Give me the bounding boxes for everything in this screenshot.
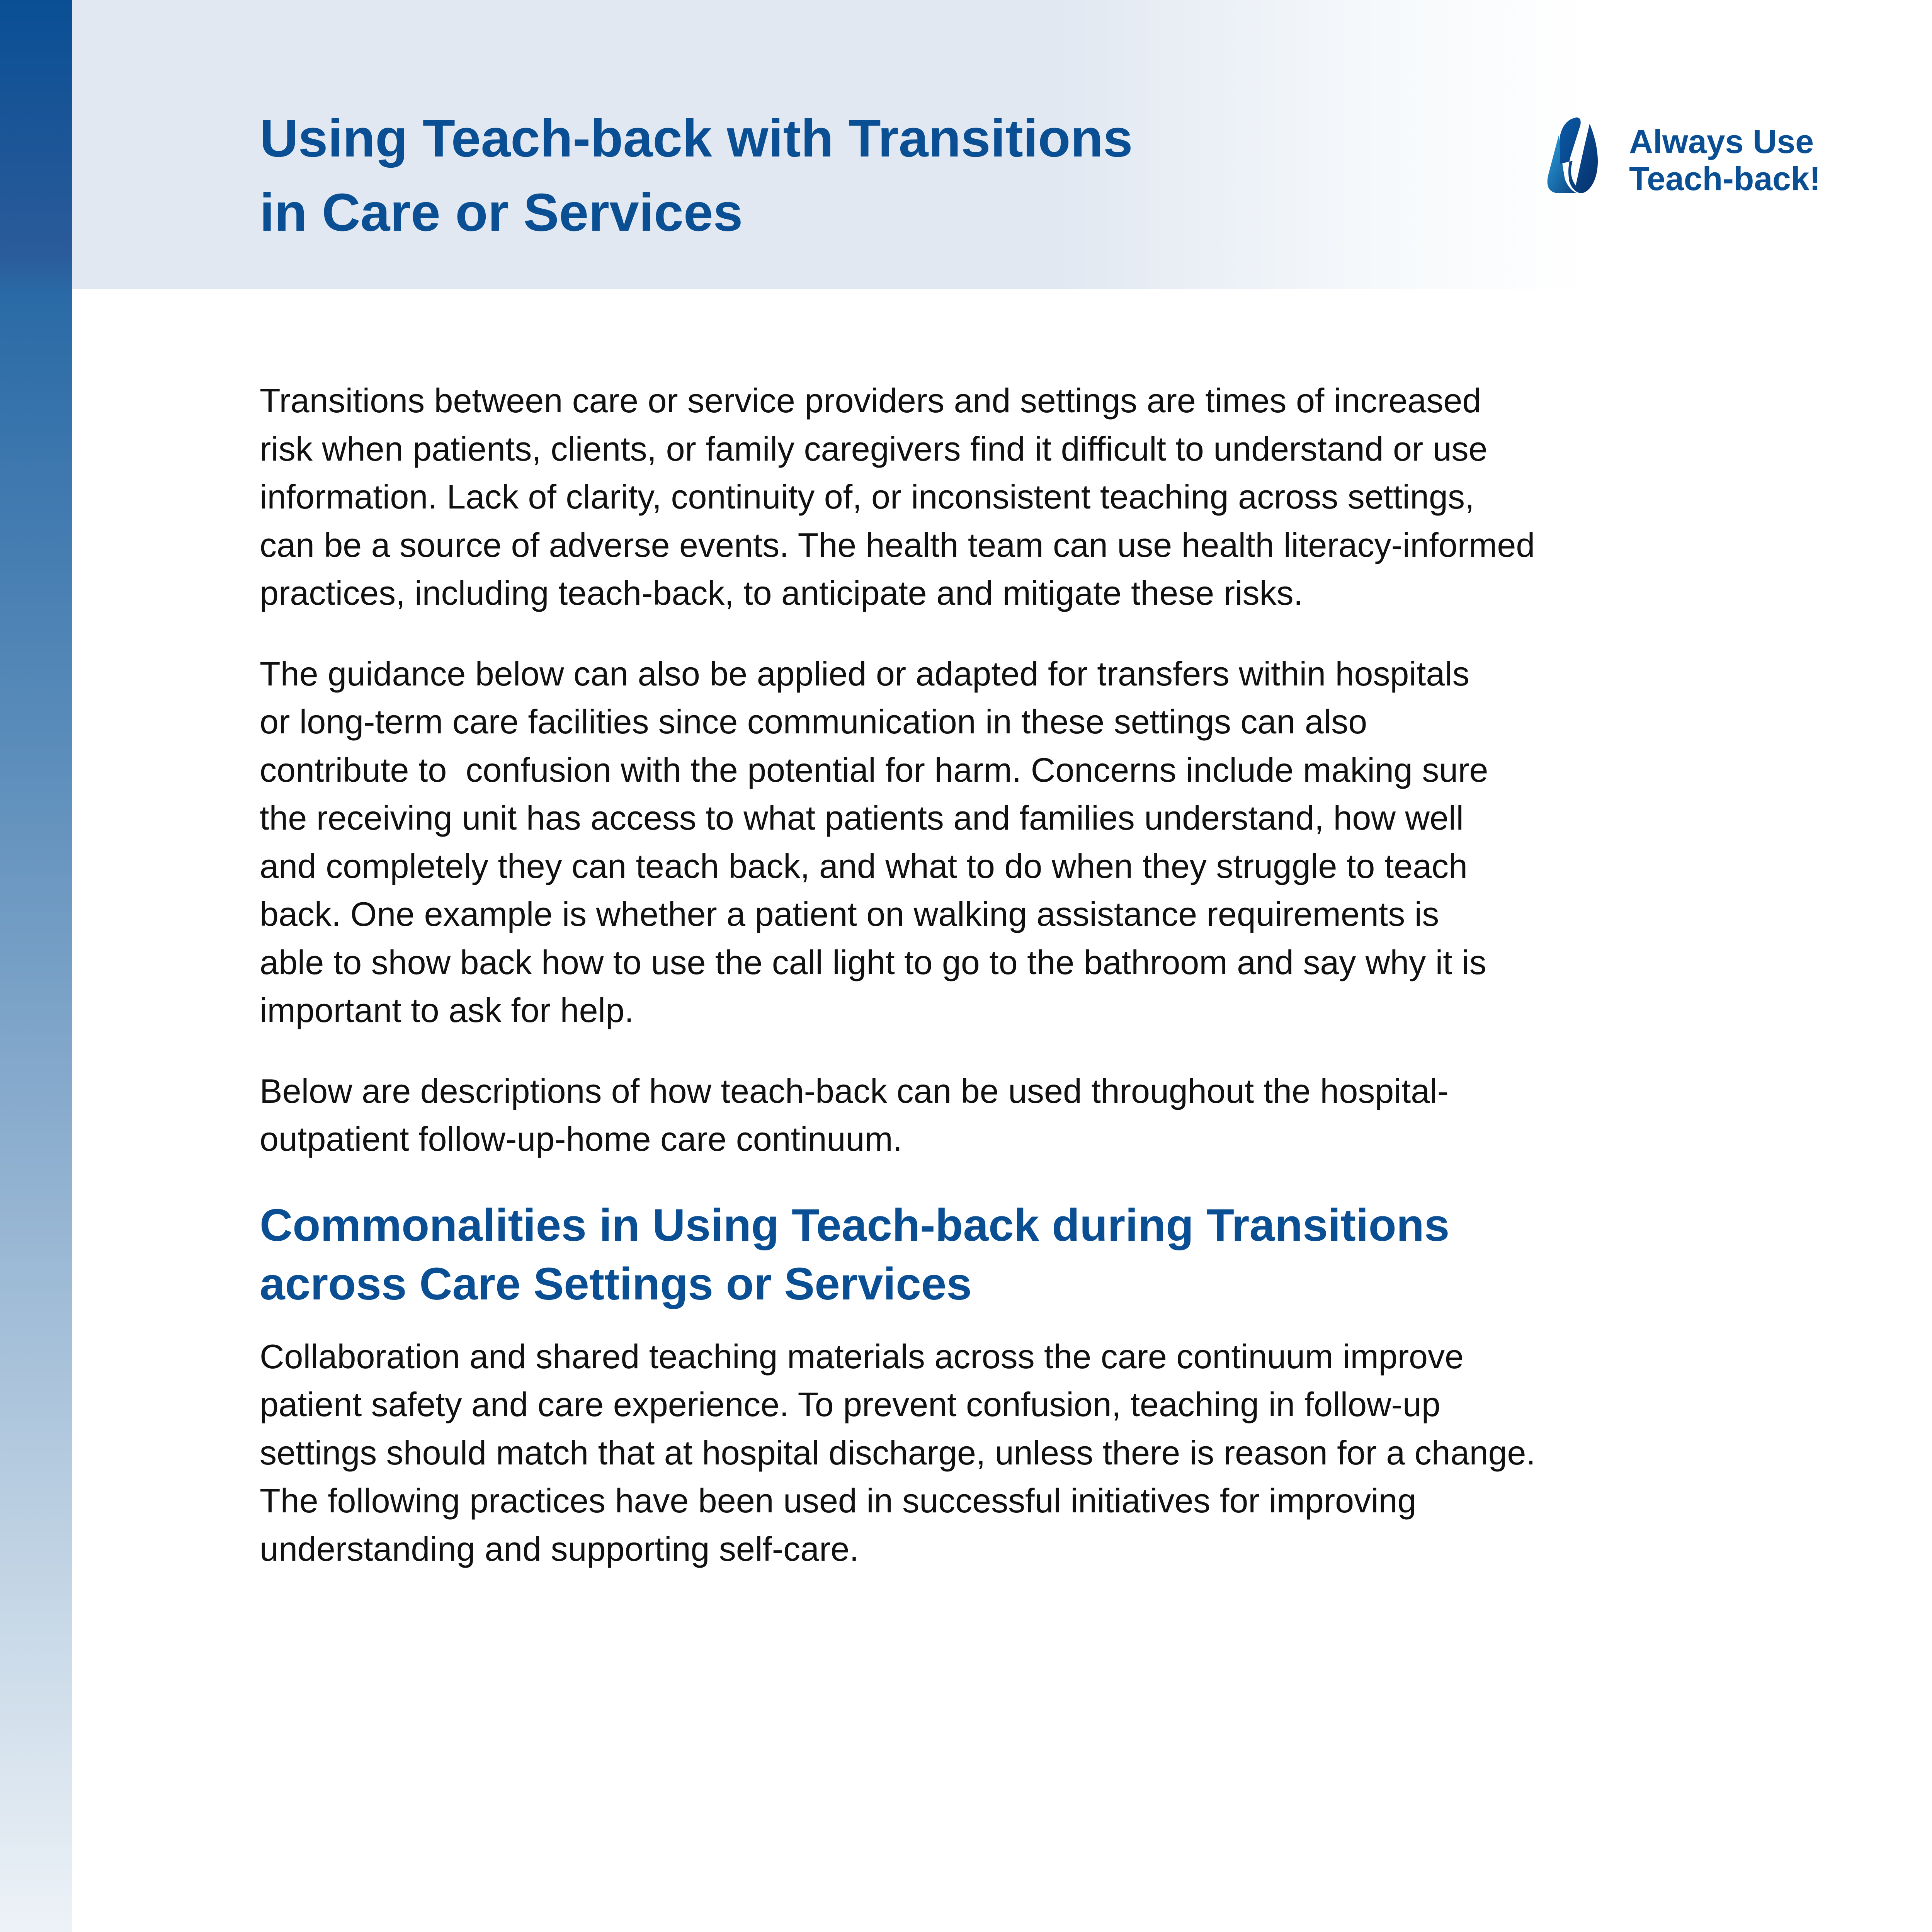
text-line: or long-term care facilities since communication in these settings can also [260,702,1367,741]
heading-line-1: Commonalities in Using Teach-back during Transitions [260,1199,1450,1251]
teach-back-swoosh-icon [1542,116,1619,205]
left-accent-bar [0,0,72,1932]
text-line: Collaboration and shared teaching materials across the care continuum improve [260,1337,1464,1376]
text-line: and completely they can teach back, and what to do when they struggle to teach [260,847,1468,885]
text-line: information. Lack of clarity, continuity of, or inconsistent teaching across settings, [260,478,1475,516]
text-line: can be a source of adverse events. The health team can use health literacy-informed [260,526,1535,564]
text-line: back. One example is whether a patient on walking assistance requirements is [260,895,1439,933]
text-line: Transitions between care or service providers and settings are times of increased [260,381,1481,420]
logo-line-1: Always Use [1629,123,1814,160]
heading-line-2: across Care Settings or Services [260,1258,972,1310]
text-line: able to show back how to use the call light to go to the bathroom and say why it is [260,943,1486,981]
text-line: The following practices have been used in successful initiatives for improving [260,1481,1417,1520]
text-line: important to ask for help. [260,991,634,1029]
intro-paragraph [260,377,1790,617]
text-line: practices, including teach-back, to anticipate and mitigate these risks. [260,574,1303,612]
continuum-paragraph [260,1067,1790,1163]
title-line-1: Using Teach-back with Transitions [260,109,1133,168]
logo-line-2: Teach-back! [1629,160,1821,197]
text-line: outpatient follow-up-home care continuum. [260,1120,903,1158]
text-line: understanding and supporting self-care. [260,1529,859,1568]
commonalities-paragraph [260,1333,1790,1573]
always-use-teach-back-logo [1542,116,1859,205]
text-line: contribute to confusion with the potential for harm. Concerns include making sure [260,750,1488,789]
text-line: patient safety and care experience. To prevent confusion, teaching in follow-up [260,1385,1440,1423]
section-heading [260,1196,1790,1313]
page-title [260,101,1419,250]
title-line-2: in Care or Services [260,183,743,242]
text-line: Below are descriptions of how teach-back can be used throughout the hospital- [260,1071,1449,1110]
text-line: The guidance below can also be applied or adapted for transfers within hospitals [260,654,1469,693]
main-content [260,377,1790,1605]
text-line: the receiving unit has access to what patients and families understand, how well [260,799,1464,837]
text-line: risk when patients, clients, or family caregivers find it difficult to understand or use [260,429,1488,468]
guidance-paragraph [260,650,1790,1035]
text-line: settings should match that at hospital discharge, unless there is reason for a change. [260,1433,1536,1472]
logo-wordmark [1629,123,1820,197]
